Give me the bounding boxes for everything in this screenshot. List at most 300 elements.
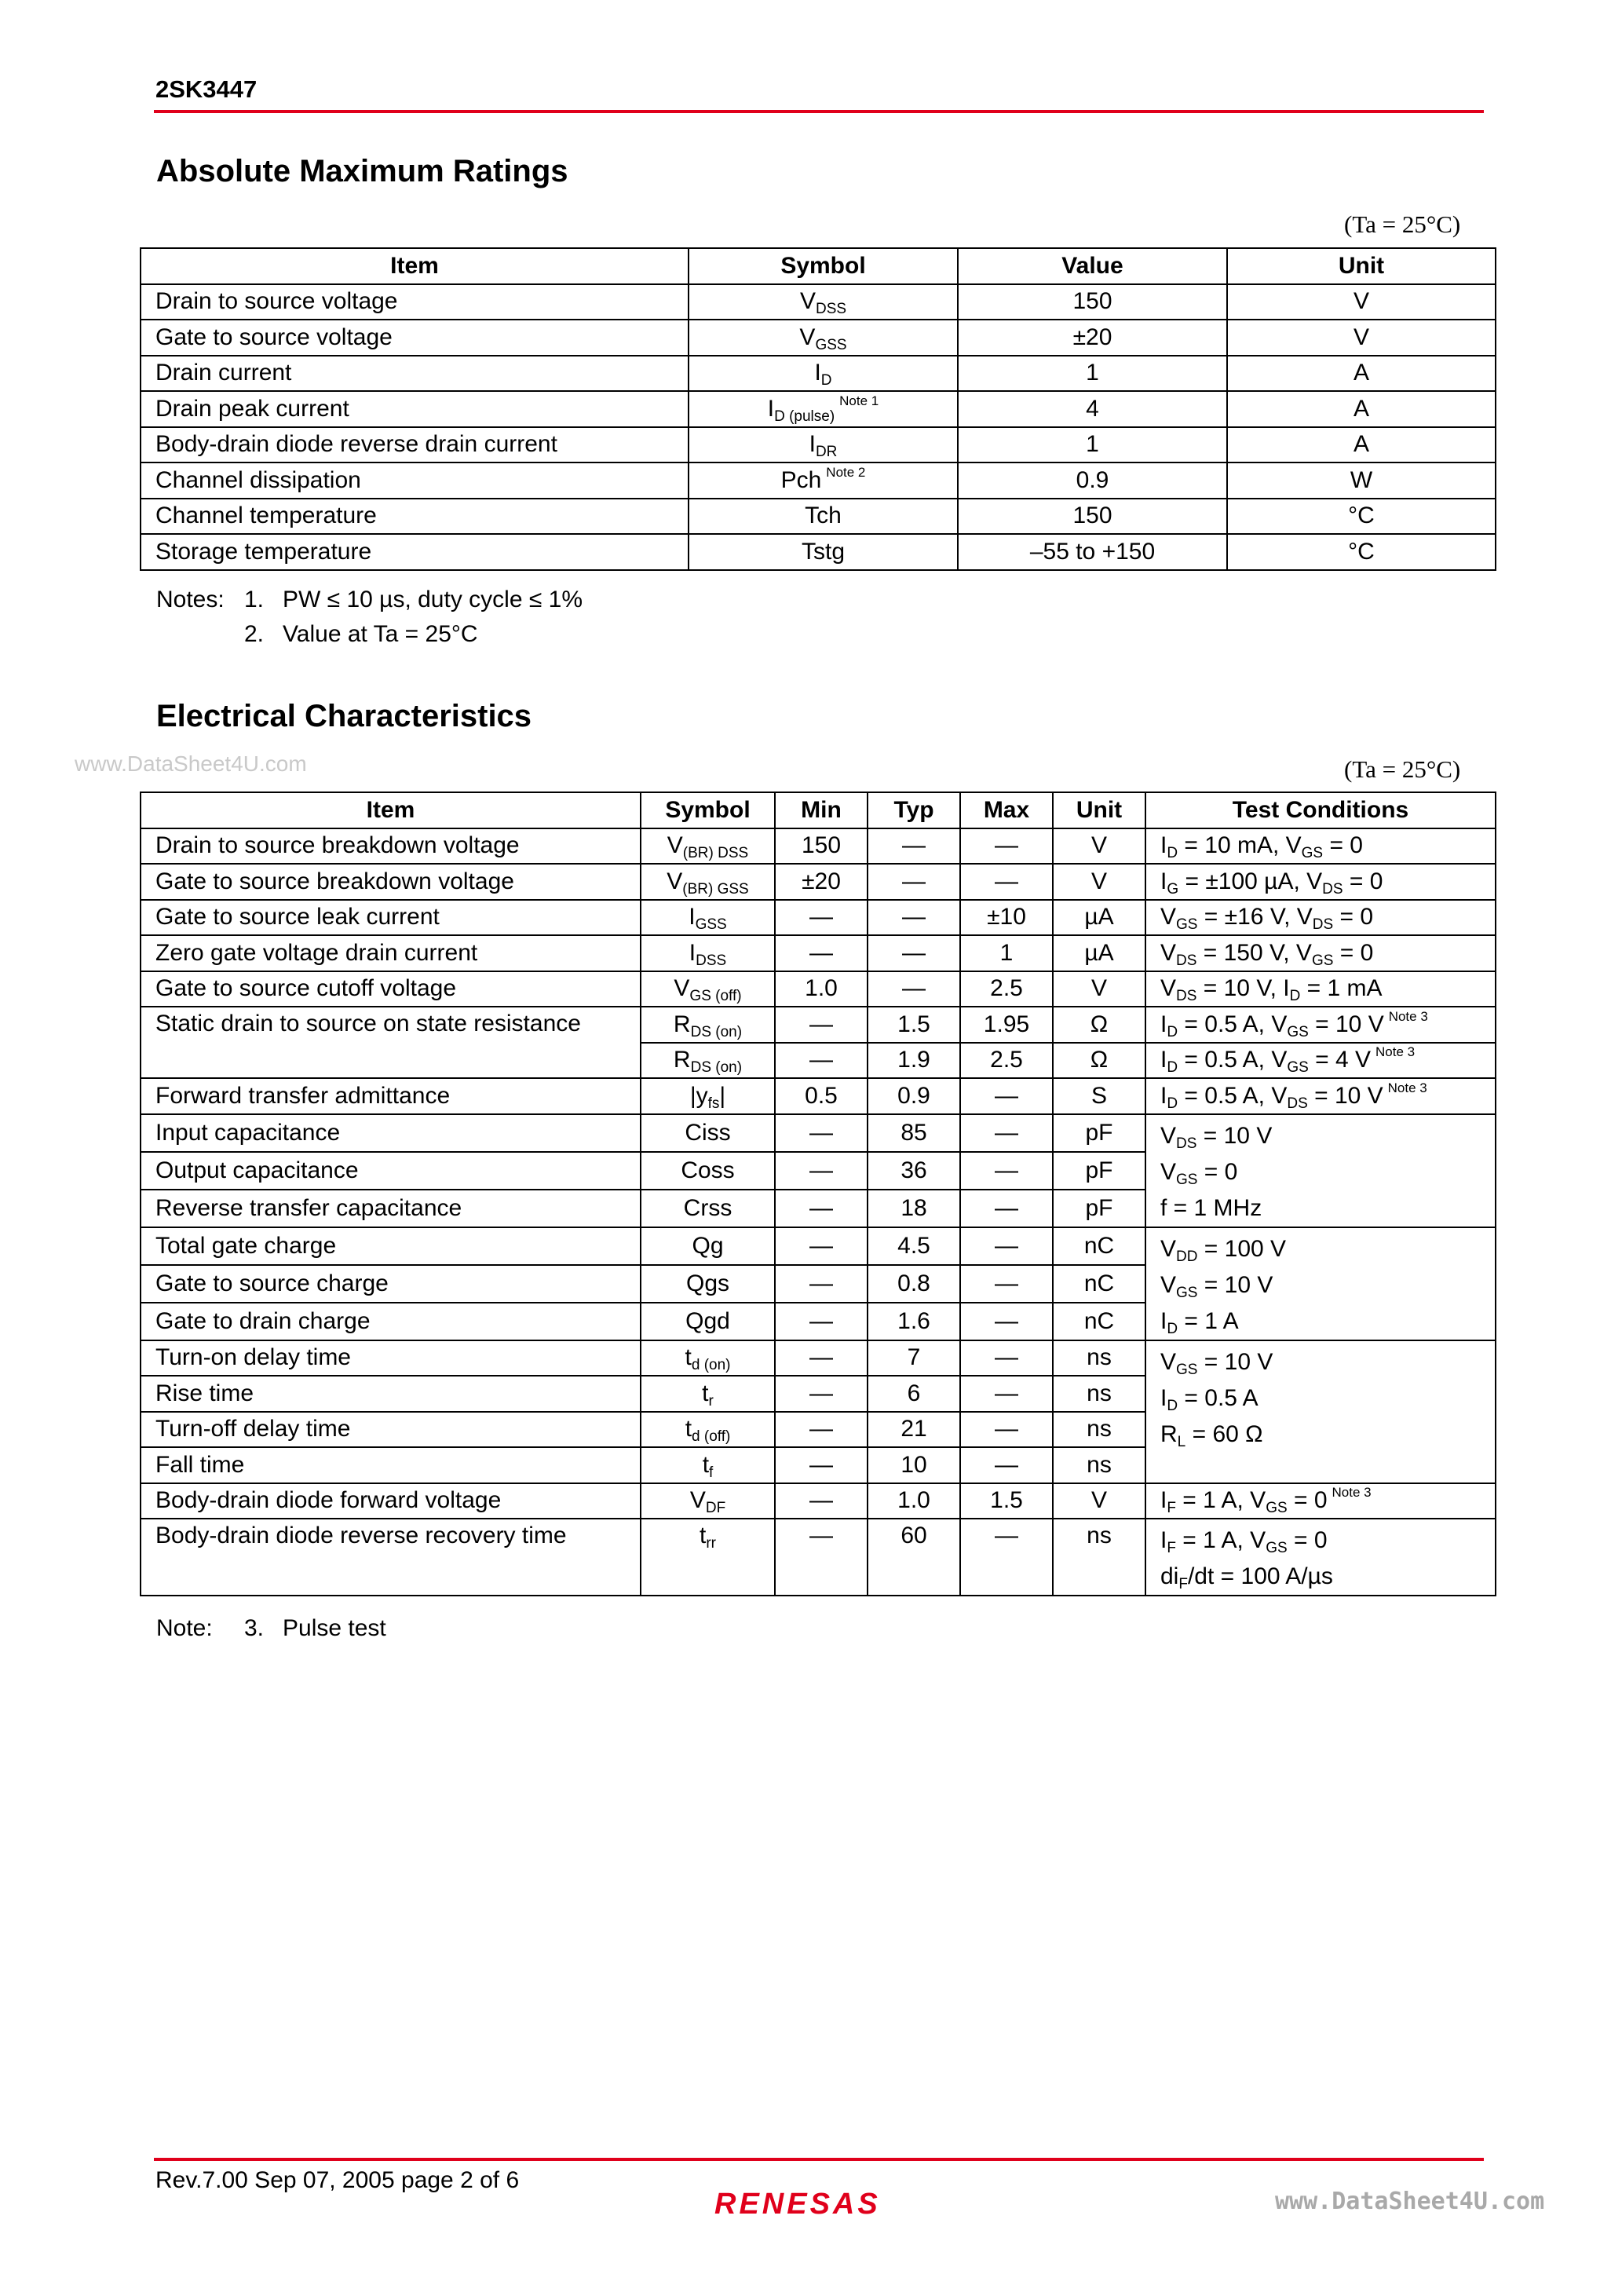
symbol-subscript: GS (off)	[689, 988, 742, 1005]
condition-line	[1160, 975, 1481, 1005]
condition-line	[1160, 1154, 1481, 1190]
item-cell: Static drain to source on state resistance	[141, 1007, 641, 1078]
symbol-base: t	[700, 1523, 707, 1548]
unit-cell: ns	[1053, 1447, 1145, 1483]
table-row	[141, 1340, 1496, 1377]
unit-cell: S	[1053, 1078, 1145, 1114]
symbol-cell	[689, 320, 958, 356]
unit-cell: V	[1053, 971, 1145, 1007]
symbol-cell	[641, 1483, 775, 1519]
condition-line	[1160, 1380, 1481, 1417]
typ-cell: 4.5	[868, 1227, 960, 1265]
symbol-base: V	[667, 868, 683, 894]
condition-text: = 0.5 A	[1178, 1384, 1259, 1411]
renesas-logo	[713, 2187, 925, 2225]
value-cell: –55 to +150	[958, 534, 1227, 570]
condition-subscript: DS	[1176, 952, 1197, 969]
unit-cell: nC	[1053, 1303, 1145, 1340]
table-row	[141, 427, 1496, 463]
max-cell: —	[960, 1152, 1053, 1190]
symbol-cell	[641, 864, 775, 900]
symbol-subscript: rr	[706, 1535, 716, 1552]
test-conditions-cell	[1145, 1483, 1496, 1519]
symbol-base: Tch	[805, 503, 842, 529]
symbol-subscript: DS (on)	[690, 1023, 743, 1040]
unit-cell: pF	[1053, 1114, 1145, 1152]
item-cell: Input capacitance	[141, 1114, 641, 1152]
max-cell: —	[960, 1227, 1053, 1265]
condition-text: = 0.5 A, V	[1178, 1011, 1288, 1037]
note-reference: Note 2	[826, 464, 866, 480]
unit-cell: µA	[1053, 900, 1145, 936]
typ-cell: —	[868, 900, 960, 936]
max-cell: —	[960, 1376, 1053, 1412]
column-header: Unit	[1053, 792, 1145, 828]
symbol-base: Tstg	[801, 538, 846, 565]
condition-text: = 10 V	[1308, 1011, 1384, 1037]
condition-text: V	[1160, 1235, 1177, 1262]
item-cell: Body-drain diode reverse drain current	[141, 427, 689, 463]
value-cell: ±20	[958, 320, 1227, 356]
condition-text: I	[1160, 1384, 1167, 1411]
unit-cell: ns	[1053, 1412, 1145, 1448]
table-row	[141, 828, 1496, 865]
condition-subscript: D	[1167, 1023, 1178, 1040]
condition-subscript: GS	[1266, 1500, 1288, 1517]
unit-cell: V	[1053, 1483, 1145, 1519]
symbol-subscript: DSS	[696, 952, 727, 969]
column-header: Symbol	[689, 248, 958, 284]
amr-note-text: Value at Ta = 25°C	[283, 621, 478, 647]
typ-cell: 1.6	[868, 1303, 960, 1340]
min-cell: —	[775, 1265, 868, 1303]
condition-subscript: G	[1167, 880, 1179, 898]
table-row	[141, 971, 1496, 1007]
symbol-subscript: D (pulse)	[774, 408, 835, 425]
condition-subscript: D	[1167, 1397, 1178, 1414]
symbol-base: Pch	[780, 466, 822, 493]
test-conditions-cell	[1145, 1043, 1496, 1079]
symbol-base: Qgs	[685, 1270, 730, 1296]
unit-cell: A	[1227, 391, 1496, 427]
column-header: Typ	[868, 792, 960, 828]
ec-note-number: 3.	[244, 1615, 265, 1641]
symbol-subscript: GSS	[695, 916, 727, 934]
max-cell: 2.5	[960, 1043, 1053, 1079]
unit-cell: V	[1053, 828, 1145, 865]
typ-cell: 60	[868, 1519, 960, 1596]
condition-line	[1160, 1559, 1481, 1595]
condition-text: = 4 V	[1308, 1047, 1372, 1073]
condition-line	[1160, 1190, 1481, 1227]
min-cell: —	[775, 1190, 868, 1227]
condition-subscript: D	[1167, 1095, 1178, 1112]
typ-cell: 36	[868, 1152, 960, 1190]
amr-note-number: 2.	[244, 621, 265, 647]
condition-text: = 60 Ω	[1185, 1420, 1263, 1447]
condition-text: I	[1160, 1487, 1167, 1514]
unit-cell: V	[1053, 864, 1145, 900]
max-cell: —	[960, 1303, 1053, 1340]
symbol-cell	[641, 1114, 775, 1152]
condition-text: = 10 V	[1197, 1348, 1273, 1375]
value-cell: 1	[958, 356, 1227, 392]
condition-line	[1160, 1080, 1481, 1112]
symbol-cell	[641, 1519, 775, 1596]
condition-text: I	[1160, 1082, 1167, 1109]
condition-subscript: F	[1178, 1576, 1188, 1592]
unit-cell: Ω	[1053, 1043, 1145, 1079]
condition-subscript: D	[1167, 1320, 1178, 1337]
symbol-cell	[641, 828, 775, 865]
item-cell: Output capacitance	[141, 1152, 641, 1190]
amr-section-title: Absolute Maximum Ratings	[156, 154, 568, 188]
item-cell: Turn-on delay time	[141, 1340, 641, 1377]
amr-condition: (Ta = 25°C)	[1344, 210, 1461, 238]
condition-text: = 1 A, V	[1175, 1527, 1266, 1553]
column-header: Value	[958, 248, 1227, 284]
item-cell: Gate to drain charge	[141, 1303, 641, 1340]
max-cell: 1.95	[960, 1007, 1053, 1043]
typ-cell: 6	[868, 1376, 960, 1412]
watermark-text: www.DataSheet4U.com	[75, 751, 307, 776]
condition-line	[1160, 1303, 1481, 1340]
symbol-cell	[641, 1303, 775, 1340]
symbol-base: I	[809, 431, 816, 458]
renesas-logo-icon	[713, 2187, 925, 2221]
item-cell: Fall time	[141, 1447, 641, 1483]
unit-cell: W	[1227, 462, 1496, 499]
condition-text: = 1 A, V	[1175, 1487, 1266, 1514]
symbol-cell	[641, 1340, 775, 1377]
condition-subscript: GS	[1287, 1023, 1309, 1040]
condition-subscript: D	[1167, 1059, 1178, 1077]
typ-cell: 7	[868, 1340, 960, 1377]
footer-revision: Rev.7.00 Sep 07, 2005 page 2 of 6	[155, 2167, 520, 2193]
condition-text: f = 1 MHz	[1160, 1194, 1262, 1221]
condition-line	[1160, 832, 1481, 862]
typ-cell: 18	[868, 1190, 960, 1227]
condition-line	[1160, 1523, 1481, 1559]
condition-subscript: F	[1167, 1540, 1176, 1556]
min-cell: —	[775, 1447, 868, 1483]
unit-cell: Ω	[1053, 1007, 1145, 1043]
typ-cell: 21	[868, 1412, 960, 1448]
table-row	[141, 1007, 1496, 1043]
symbol-cell	[641, 1447, 775, 1483]
condition-text: = 0.5 A, V	[1178, 1082, 1288, 1109]
unit-cell: µA	[1053, 935, 1145, 971]
amr-note-number: 1.	[244, 587, 265, 612]
condition-text: = ±16 V, V	[1197, 904, 1313, 930]
item-cell: Drain to source voltage	[141, 284, 689, 320]
symbol-base: Qgd	[685, 1307, 730, 1334]
condition-text: = ±100 µA, V	[1178, 868, 1323, 894]
unit-cell: V	[1227, 284, 1496, 320]
test-conditions-cell	[1145, 1007, 1496, 1043]
condition-subscript: GS	[1311, 952, 1334, 969]
symbol-subscript: d (off)	[692, 1428, 731, 1446]
symbol-base: Qg	[692, 1232, 724, 1259]
min-cell: —	[775, 1412, 868, 1448]
symbol-subscript: DF	[705, 1500, 726, 1517]
typ-cell: —	[868, 828, 960, 865]
amr-note-text: PW ≤ 10 µs, duty cycle ≤ 1%	[283, 587, 583, 612]
value-cell: 150	[958, 499, 1227, 535]
table-row	[141, 1483, 1496, 1519]
table-row	[141, 1114, 1496, 1152]
column-header: Max	[960, 792, 1053, 828]
condition-line	[1160, 868, 1481, 898]
symbol-base: R	[673, 1047, 691, 1073]
unit-cell: °C	[1227, 499, 1496, 535]
condition-subscript: DS	[1176, 1135, 1197, 1152]
condition-line	[1160, 1008, 1481, 1040]
condition-subscript: DS	[1322, 880, 1343, 898]
max-cell: —	[960, 1519, 1053, 1596]
symbol-base: I	[689, 939, 696, 966]
note-reference: Note 1	[839, 393, 879, 408]
item-cell: Gate to source cutoff voltage	[141, 971, 641, 1007]
symbol-cell	[641, 1227, 775, 1265]
condition-text: V	[1160, 904, 1177, 930]
condition-text: = 0	[1323, 832, 1363, 859]
symbol-base: V	[689, 1487, 706, 1514]
value-cell: 4	[958, 391, 1227, 427]
note-reference: Note 3	[1375, 1044, 1416, 1060]
symbol-subscript: fs	[707, 1095, 720, 1112]
min-cell: —	[775, 900, 868, 936]
condition-text: V	[1160, 939, 1177, 966]
test-conditions-cell	[1145, 1519, 1496, 1596]
unit-cell: A	[1227, 427, 1496, 463]
condition-line	[1160, 1118, 1481, 1154]
table-header-row	[141, 792, 1496, 828]
symbol-cell	[689, 499, 958, 535]
symbol-base: Coss	[681, 1157, 735, 1183]
column-header: Symbol	[641, 792, 775, 828]
condition-text: I	[1160, 1047, 1167, 1073]
symbol-cell	[641, 935, 775, 971]
max-cell: —	[960, 1265, 1053, 1303]
condition-text: = 10 mA, V	[1178, 832, 1302, 859]
typ-cell: 1.0	[868, 1483, 960, 1519]
min-cell: 0.5	[775, 1078, 868, 1114]
typ-cell: 1.5	[868, 1007, 960, 1043]
condition-subscript: D	[1289, 988, 1301, 1005]
min-cell: —	[775, 1114, 868, 1152]
test-conditions-cell	[1145, 935, 1496, 971]
item-cell: Gate to source breakdown voltage	[141, 864, 641, 900]
document-part-number: 2SK3447	[155, 75, 258, 103]
note-reference: Note 3	[1387, 1080, 1427, 1095]
item-cell: Channel dissipation	[141, 462, 689, 499]
symbol-base: Ciss	[685, 1119, 731, 1146]
condition-text: = 10 V	[1307, 1082, 1383, 1109]
unit-cell: ns	[1053, 1340, 1145, 1377]
unit-cell: pF	[1053, 1152, 1145, 1190]
condition-text: = 10 V, I	[1196, 975, 1290, 1002]
symbol-base: V	[667, 832, 683, 859]
symbol-cell	[689, 356, 958, 392]
max-cell: —	[960, 1078, 1053, 1114]
typ-cell: —	[868, 864, 960, 900]
condition-text: = 0	[1197, 1158, 1238, 1185]
footer-divider	[154, 2158, 1484, 2161]
condition-text: I	[1160, 832, 1167, 859]
symbol-base: V	[799, 288, 816, 315]
symbol-subscript: DR	[815, 444, 838, 461]
ec-condition: (Ta = 25°C)	[1344, 755, 1461, 783]
max-cell: —	[960, 864, 1053, 900]
unit-cell: ns	[1053, 1376, 1145, 1412]
ec-note-label: Note:	[156, 1615, 213, 1641]
min-cell: —	[775, 1152, 868, 1190]
column-header: Item	[141, 792, 641, 828]
column-header: Item	[141, 248, 689, 284]
item-cell: Zero gate voltage drain current	[141, 935, 641, 971]
symbol-subscript: D	[820, 372, 832, 389]
test-conditions-cell	[1145, 864, 1496, 900]
symbol-subscript: DSS	[815, 301, 847, 318]
table-row	[141, 391, 1496, 427]
symbol-subscript: r	[708, 1392, 714, 1409]
min-cell: —	[775, 1043, 868, 1079]
test-conditions-cell	[1145, 1114, 1496, 1227]
item-cell: Drain to source breakdown voltage	[141, 828, 641, 865]
symbol-base: Crss	[683, 1194, 732, 1221]
condition-line	[1160, 1231, 1481, 1267]
table-row	[141, 356, 1496, 392]
condition-line	[1160, 1267, 1481, 1303]
typ-cell: —	[868, 971, 960, 1007]
condition-text: = 1 A	[1178, 1307, 1239, 1334]
symbol-base: t	[685, 1344, 692, 1371]
item-cell: Body-drain diode reverse recovery time	[141, 1519, 641, 1596]
test-conditions-cell	[1145, 1078, 1496, 1114]
amr-notes-label: Notes:	[156, 587, 225, 612]
max-cell: —	[960, 828, 1053, 865]
item-cell: Total gate charge	[141, 1227, 641, 1265]
table-row	[141, 935, 1496, 971]
column-header: Min	[775, 792, 868, 828]
condition-text: I	[1160, 1307, 1167, 1334]
symbol-subscript: (BR) DSS	[682, 845, 749, 862]
condition-subscript: GS	[1176, 1171, 1198, 1188]
max-cell: 1.5	[960, 1483, 1053, 1519]
min-cell: 150	[775, 828, 868, 865]
symbol-cell	[641, 1412, 775, 1448]
unit-cell: ns	[1053, 1519, 1145, 1596]
item-cell: Drain peak current	[141, 391, 689, 427]
condition-subscript: GS	[1266, 1540, 1288, 1556]
condition-subscript: GS	[1176, 1361, 1198, 1378]
condition-subscript: F	[1167, 1500, 1176, 1517]
symbol-base: |y	[689, 1082, 708, 1109]
ec-note-text: Pulse test	[283, 1615, 386, 1641]
condition-subscript: GS	[1287, 1059, 1309, 1077]
condition-subscript: GS	[1301, 845, 1324, 862]
max-cell: ±10	[960, 900, 1053, 936]
typ-cell: 10	[868, 1447, 960, 1483]
max-cell: —	[960, 1412, 1053, 1448]
condition-subscript: L	[1177, 1433, 1186, 1450]
condition-subscript: GS	[1176, 916, 1198, 934]
item-cell: Gate to source voltage	[141, 320, 689, 356]
min-cell: —	[775, 1340, 868, 1377]
item-cell: Storage temperature	[141, 534, 689, 570]
symbol-suffix: |	[719, 1082, 726, 1109]
max-cell: 1	[960, 935, 1053, 971]
table-row	[141, 499, 1496, 535]
value-cell: 150	[958, 284, 1227, 320]
symbol-base: R	[673, 1011, 691, 1037]
condition-text: R	[1160, 1420, 1178, 1447]
symbol-cell	[641, 900, 775, 936]
typ-cell: 85	[868, 1114, 960, 1152]
item-cell: Body-drain diode forward voltage	[141, 1483, 641, 1519]
symbol-base: I	[689, 904, 696, 930]
symbol-subscript: (BR) GSS	[682, 880, 749, 898]
item-cell: Gate to source charge	[141, 1265, 641, 1303]
condition-subscript: DS	[1312, 916, 1334, 934]
condition-text: = 0	[1333, 904, 1374, 930]
unit-cell: A	[1227, 356, 1496, 392]
typ-cell: 0.8	[868, 1265, 960, 1303]
min-cell: —	[775, 1519, 868, 1596]
condition-text: V	[1160, 1271, 1177, 1298]
symbol-base: I	[767, 395, 775, 422]
symbol-cell	[641, 971, 775, 1007]
min-cell: —	[775, 1227, 868, 1265]
symbol-cell	[641, 1376, 775, 1412]
item-cell: Channel temperature	[141, 499, 689, 535]
min-cell: —	[775, 1483, 868, 1519]
table-row	[141, 864, 1496, 900]
condition-line	[1160, 1485, 1481, 1517]
unit-cell: pF	[1053, 1190, 1145, 1227]
condition-line	[1160, 904, 1481, 934]
symbol-cell	[641, 1043, 775, 1079]
table-row	[141, 534, 1496, 570]
condition-text: V	[1160, 975, 1177, 1002]
condition-text: = 0	[1333, 939, 1374, 966]
min-cell: —	[775, 1303, 868, 1340]
electrical-characteristics-table	[140, 792, 1496, 1596]
min-cell: 1.0	[775, 971, 868, 1007]
typ-cell: 1.9	[868, 1043, 960, 1079]
table-row	[141, 320, 1496, 356]
note-reference: Note 3	[1388, 1008, 1428, 1024]
absolute-maximum-ratings-table	[140, 247, 1496, 571]
test-conditions-cell	[1145, 971, 1496, 1007]
unit-cell: V	[1227, 320, 1496, 356]
symbol-cell	[689, 427, 958, 463]
logo-text: RENESAS	[714, 2188, 881, 2221]
condition-text: = 0	[1287, 1527, 1328, 1553]
condition-line	[1160, 1044, 1481, 1077]
symbol-cell	[641, 1078, 775, 1114]
symbol-cell	[689, 284, 958, 320]
min-cell: —	[775, 935, 868, 971]
condition-text: I	[1160, 868, 1167, 894]
min-cell: ±20	[775, 864, 868, 900]
test-conditions-cell	[1145, 1227, 1496, 1340]
symbol-base: V	[674, 975, 690, 1002]
table-row	[141, 1078, 1496, 1114]
symbol-subscript: d (on)	[691, 1357, 731, 1374]
condition-text: I	[1160, 1527, 1167, 1553]
